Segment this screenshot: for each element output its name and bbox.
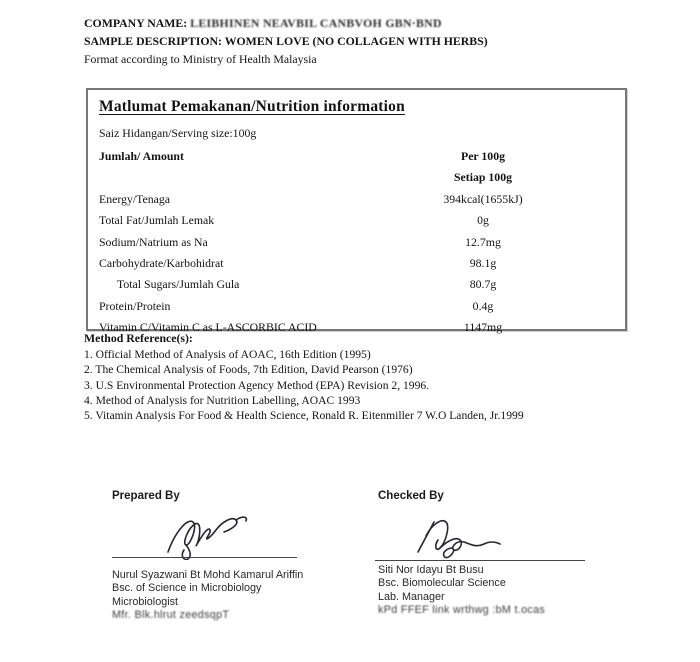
table-row-protein: [99, 296, 611, 317]
checked-by-block: [378, 490, 593, 617]
company-name-line: [84, 14, 644, 32]
serving-size-line: Saiz Hidangan/Serving size:100g: [99, 126, 257, 140]
checked-qualification: Bsc. Biomolecular Science: [378, 577, 506, 590]
method-references-title: Method Reference(s):: [84, 331, 193, 345]
row-value: 12.7mg: [465, 234, 501, 249]
row-label: Carbohydrate/Karbohidrat: [99, 256, 224, 271]
checked-role: Lab. Manager: [378, 590, 445, 603]
row-value: 394kcal(1655kJ): [443, 191, 523, 206]
nutrition-table-title: Matlumat Pemakanan/Nutrition information: [99, 98, 405, 115]
prepared-by-details: [112, 569, 303, 623]
checked-org-blurred: kPd FFEF link wrthwg :bM t.ocas: [378, 604, 546, 617]
sample-description-line: SAMPLE DESCRIPTION: WOMEN LOVE (NO COLLAGEN WITH HERBS): [84, 34, 488, 48]
amount-header: Jumlah/ Amount: [99, 149, 184, 163]
nutrition-table: [86, 88, 627, 335]
row-label: Total Sugars/Jumlah Gula: [117, 277, 240, 292]
row-value: 0.4g: [472, 298, 494, 313]
prepared-by-label: Prepared By: [112, 490, 180, 502]
table-row-carbohydrate: [99, 253, 611, 274]
prepared-signature-icon: [160, 512, 270, 560]
row-label: Energy/Tenaga: [99, 191, 171, 206]
method-reference-3: 3. U.S Environmental Protection Agency Method (EPA) Revision 2, 1996.: [84, 378, 430, 392]
row-label: Sodium/Natrium as Na: [99, 234, 208, 249]
document-header: [84, 14, 644, 68]
row-label: Protein/Protein: [99, 298, 171, 313]
per-100g-header: Per 100g: [460, 149, 505, 163]
prepared-signature-line: [112, 557, 297, 558]
table-header-row-2: [99, 167, 611, 188]
row-value: 80.7g: [469, 277, 497, 292]
company-name-value-blurred: LEIBHINEN NEAVBIL CANBVOH GBN·BND: [190, 16, 442, 30]
method-reference-4: 4. Method of Analysis for Nutrition Labelling, AOAC 1993: [84, 393, 361, 407]
table-row-sodium: [99, 232, 611, 253]
prepared-name: Nurul Syazwani Bt Mohd Kamarul Ariffin: [112, 569, 304, 581]
checked-signature-icon: [412, 514, 527, 560]
method-reference-1: 1. Official Method of Analysis of AOAC, 16th Edition (1995): [84, 348, 371, 361]
row-value: 98.1g: [469, 256, 497, 271]
prepared-role: Microbiologist: [112, 595, 179, 608]
checked-by-label: Checked By: [378, 490, 444, 502]
checked-by-details: [378, 564, 545, 618]
checked-name: Siti Nor Idayu Bt Busu: [378, 564, 484, 576]
table-header-row: [99, 146, 611, 167]
method-reference-5: 5. Vitamin Analysis For Food & Health Science, Ronald R. Eitenmiller 7 W.O Landen, Jr.1999: [84, 409, 524, 423]
row-value: 0g: [477, 213, 489, 228]
setiap-100g-header: Setiap 100g: [453, 170, 512, 185]
table-row-total-sugars: [99, 274, 611, 295]
prepared-qualification: Bsc. of Science in Microbiology: [112, 582, 262, 595]
row-value: 1147mg: [463, 320, 503, 335]
checked-signature-line: [375, 560, 585, 561]
row-label: Total Fat/Jumlah Lemak: [99, 213, 215, 228]
row-label: Vitamin C/Vitamin C as L-ASCORBIC ACID: [99, 320, 317, 335]
company-name-label: COMPANY NAME:: [84, 16, 188, 30]
prepared-by-block: [112, 490, 312, 622]
format-note-line: Format according to Ministry of Health Malaysia: [84, 52, 317, 66]
prepared-org-blurred: Mfr. Blk.hlrut zeedsqpT: [112, 609, 230, 622]
method-reference-2: 2. The Chemical Analysis of Foods, 7th Edition, David Pearson (1976): [84, 363, 413, 377]
method-references-section: [84, 331, 664, 423]
table-row-energy: [99, 189, 611, 210]
table-row-total-fat: [99, 210, 611, 231]
